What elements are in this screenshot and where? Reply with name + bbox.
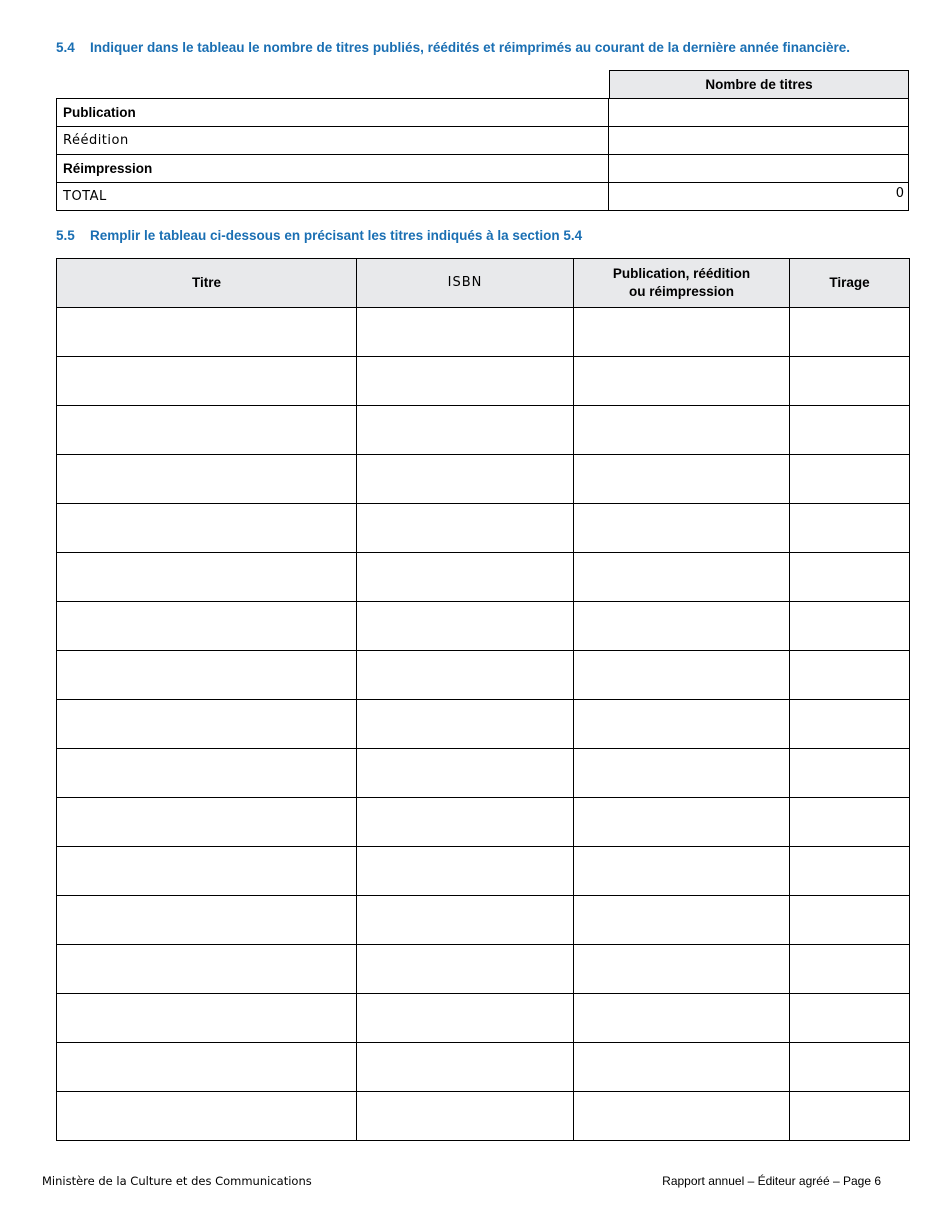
type-field[interactable] bbox=[574, 945, 790, 994]
tirage-field[interactable] bbox=[790, 602, 910, 651]
table-header-row bbox=[56, 70, 909, 98]
table-row bbox=[57, 1092, 910, 1141]
footer-page-info: Rapport annuel – Éditeur agréé – Page 6 bbox=[662, 1174, 881, 1188]
table-row bbox=[57, 1043, 910, 1092]
row-label: Publication bbox=[57, 99, 609, 126]
table-row bbox=[57, 455, 910, 504]
column-header-nombre-de-titres: Nombre de titres bbox=[609, 70, 909, 98]
table-row bbox=[57, 357, 910, 406]
tirage-field[interactable] bbox=[790, 896, 910, 945]
column-header-type bbox=[574, 259, 790, 308]
isbn-field[interactable] bbox=[357, 651, 574, 700]
titre-field[interactable] bbox=[57, 847, 357, 896]
isbn-field[interactable] bbox=[357, 553, 574, 602]
type-field[interactable] bbox=[574, 847, 790, 896]
table-row bbox=[57, 994, 910, 1043]
type-field[interactable] bbox=[574, 308, 790, 357]
titre-field[interactable] bbox=[57, 455, 357, 504]
tirage-field[interactable] bbox=[790, 553, 910, 602]
tirage-field[interactable] bbox=[790, 945, 910, 994]
section-text: Remplir le tableau ci-dessous en précisant les titres indiqués à la section 5.4 bbox=[90, 228, 583, 243]
table-row-publication bbox=[56, 98, 909, 126]
type-field[interactable] bbox=[574, 602, 790, 651]
isbn-field[interactable] bbox=[357, 749, 574, 798]
titre-field[interactable] bbox=[57, 357, 357, 406]
table-row-reimpression bbox=[56, 154, 909, 182]
tirage-field[interactable] bbox=[790, 798, 910, 847]
titre-field[interactable] bbox=[57, 896, 357, 945]
type-field[interactable] bbox=[574, 357, 790, 406]
table-row bbox=[57, 700, 910, 749]
titre-field[interactable] bbox=[57, 798, 357, 847]
publication-count-field[interactable] bbox=[609, 99, 908, 126]
isbn-field[interactable] bbox=[357, 700, 574, 749]
isbn-field[interactable] bbox=[357, 455, 574, 504]
type-field[interactable] bbox=[574, 1092, 790, 1141]
section-5-5-heading bbox=[56, 228, 582, 243]
row-label: Réédition bbox=[57, 127, 609, 154]
tirage-field[interactable] bbox=[790, 700, 910, 749]
isbn-field[interactable] bbox=[357, 798, 574, 847]
total-count-value: 0 bbox=[895, 186, 904, 201]
type-field[interactable] bbox=[574, 700, 790, 749]
type-field[interactable] bbox=[574, 504, 790, 553]
table-row-reedition bbox=[56, 126, 909, 154]
tirage-field[interactable] bbox=[790, 308, 910, 357]
titre-field[interactable] bbox=[57, 651, 357, 700]
table-row bbox=[57, 504, 910, 553]
reedition-count-field[interactable] bbox=[609, 127, 908, 154]
titles-count-table bbox=[56, 70, 909, 211]
tirage-field[interactable] bbox=[790, 504, 910, 553]
titre-field[interactable] bbox=[57, 749, 357, 798]
isbn-field[interactable] bbox=[357, 1043, 574, 1092]
titre-field[interactable] bbox=[57, 1043, 357, 1092]
header-line: Publication, réédition bbox=[612, 266, 751, 281]
titre-field[interactable] bbox=[57, 504, 357, 553]
footer-ministry: Ministère de la Culture et des Communications bbox=[42, 1174, 312, 1188]
titre-field[interactable] bbox=[57, 406, 357, 455]
type-field[interactable] bbox=[574, 896, 790, 945]
isbn-field[interactable] bbox=[357, 504, 574, 553]
type-field[interactable] bbox=[574, 553, 790, 602]
column-header-tirage: Tirage bbox=[790, 259, 910, 308]
type-field[interactable] bbox=[574, 406, 790, 455]
tirage-field[interactable] bbox=[790, 357, 910, 406]
table-row bbox=[57, 602, 910, 651]
table-row bbox=[57, 749, 910, 798]
isbn-field[interactable] bbox=[357, 308, 574, 357]
titre-field[interactable] bbox=[57, 994, 357, 1043]
table-row bbox=[57, 847, 910, 896]
isbn-field[interactable] bbox=[357, 357, 574, 406]
titles-detail-table bbox=[56, 258, 910, 1141]
tirage-field[interactable] bbox=[790, 749, 910, 798]
table-row bbox=[57, 945, 910, 994]
row-label: Réimpression bbox=[57, 155, 609, 182]
header-line: ou réimpression bbox=[628, 284, 735, 299]
column-header-titre: Titre bbox=[57, 259, 357, 308]
type-field[interactable] bbox=[574, 651, 790, 700]
type-field[interactable] bbox=[574, 994, 790, 1043]
section-number: 5.5 bbox=[56, 228, 75, 243]
section-number: 5.4 bbox=[56, 40, 75, 55]
table-row bbox=[57, 308, 910, 357]
table-row-total bbox=[56, 182, 909, 211]
reimpression-count-field[interactable] bbox=[609, 155, 908, 182]
titre-field[interactable] bbox=[57, 308, 357, 357]
table-row bbox=[57, 651, 910, 700]
isbn-field[interactable] bbox=[357, 406, 574, 455]
tirage-field[interactable] bbox=[790, 1043, 910, 1092]
isbn-field[interactable] bbox=[357, 602, 574, 651]
row-label: TOTAL bbox=[57, 183, 609, 210]
section-5-4-heading bbox=[56, 40, 850, 55]
isbn-field[interactable] bbox=[357, 945, 574, 994]
tirage-field[interactable] bbox=[790, 1092, 910, 1141]
isbn-field[interactable] bbox=[357, 994, 574, 1043]
titre-field[interactable] bbox=[57, 602, 357, 651]
isbn-field[interactable] bbox=[357, 896, 574, 945]
tirage-field[interactable] bbox=[790, 847, 910, 896]
type-field[interactable] bbox=[574, 749, 790, 798]
type-field[interactable] bbox=[574, 1043, 790, 1092]
tirage-field[interactable] bbox=[790, 455, 910, 504]
titre-field[interactable] bbox=[57, 1092, 357, 1141]
titre-field[interactable] bbox=[57, 945, 357, 994]
table-row bbox=[57, 798, 910, 847]
tirage-field[interactable] bbox=[790, 651, 910, 700]
table-row bbox=[57, 406, 910, 455]
tirage-field[interactable] bbox=[790, 994, 910, 1043]
tirage-field[interactable] bbox=[790, 406, 910, 455]
titre-field[interactable] bbox=[57, 700, 357, 749]
table-header-row bbox=[57, 259, 910, 308]
type-field[interactable] bbox=[574, 455, 790, 504]
type-field[interactable] bbox=[574, 798, 790, 847]
column-header-isbn: ISBN bbox=[357, 259, 574, 308]
titre-field[interactable] bbox=[57, 553, 357, 602]
table-row bbox=[57, 896, 910, 945]
isbn-field[interactable] bbox=[357, 847, 574, 896]
table-row bbox=[57, 553, 910, 602]
section-text: Indiquer dans le tableau le nombre de titres publiés, réédités et réimprimés au courant de la dernière année financière. bbox=[90, 40, 850, 55]
isbn-field[interactable] bbox=[357, 1092, 574, 1141]
